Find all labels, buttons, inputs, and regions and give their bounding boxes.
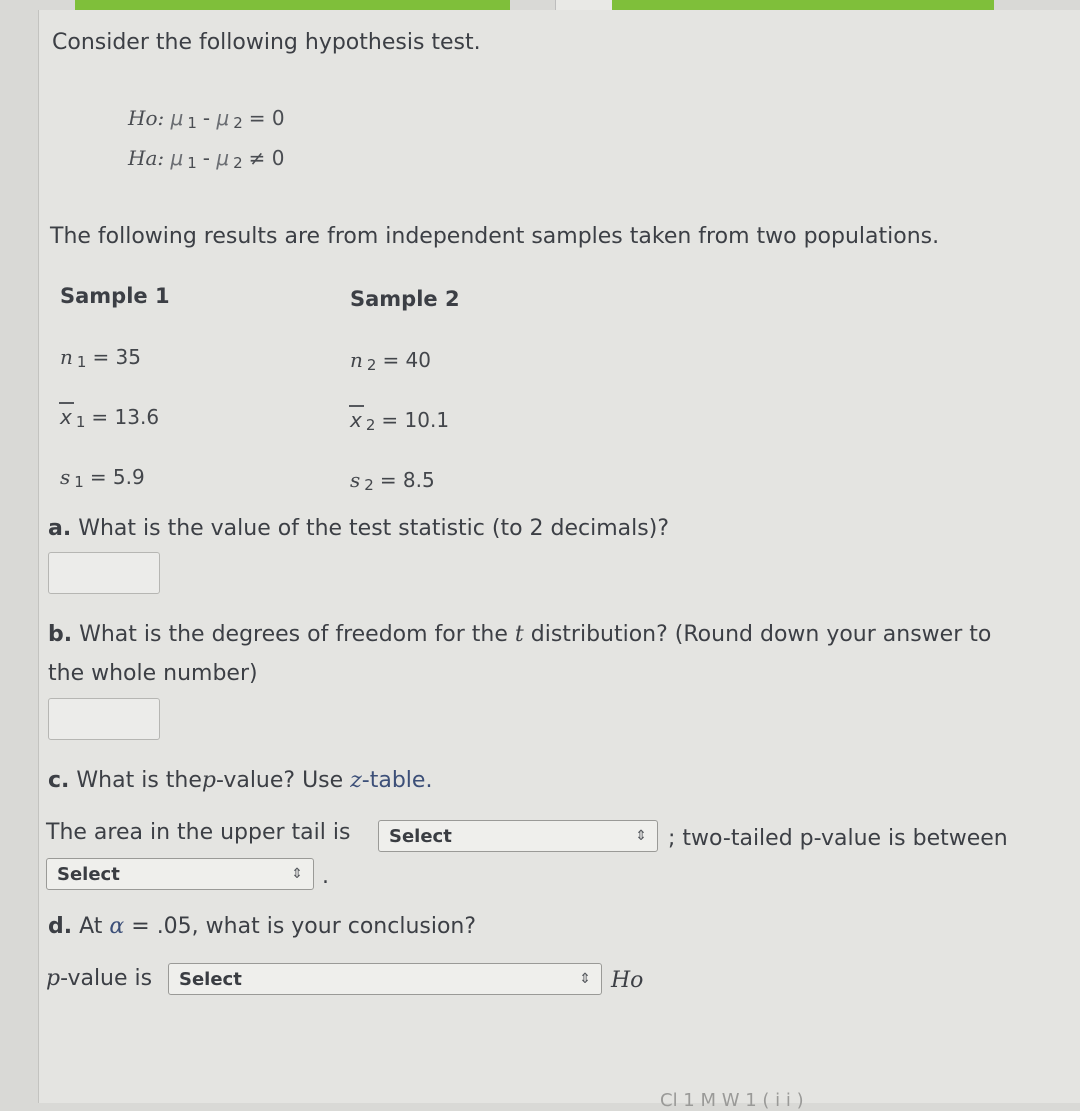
n2-value: n 2 = 40 bbox=[350, 348, 432, 374]
sample2-header: Sample 2 bbox=[350, 287, 460, 311]
s1-value: s 1 = 5.9 bbox=[60, 465, 145, 491]
pvalue-is-text: p-value is bbox=[46, 966, 153, 991]
intro-text: Consider the following hypothesis test. bbox=[52, 30, 481, 55]
question-panel bbox=[38, 10, 1080, 1103]
s2-value: s 2 = 8.5 bbox=[350, 468, 435, 494]
conclusion-select[interactable]: Select ⇕ bbox=[168, 963, 602, 995]
test-statistic-input[interactable] bbox=[48, 552, 160, 594]
chevron-updown-icon: ⇕ bbox=[291, 866, 303, 882]
upper-tail-area-select[interactable]: Select ⇕ bbox=[378, 820, 658, 852]
h0-label: Ho bbox=[611, 968, 644, 993]
x1-mean-value: x 1 = 13.6 bbox=[60, 405, 160, 431]
alternative-hypothesis: Ha: μ 1 - μ 2 ≠ 0 bbox=[128, 146, 285, 172]
degrees-of-freedom-input[interactable] bbox=[48, 698, 160, 740]
n1-value: n 1 = 35 bbox=[60, 345, 142, 371]
part-b-question-cont: the whole number) bbox=[48, 661, 258, 686]
chevron-updown-icon: ⇕ bbox=[635, 828, 647, 844]
part-c-question: c. What is thep-value? Use z-table. bbox=[48, 768, 433, 793]
part-a-question: a. What is the value of the test statistic (to 2 decimals)? bbox=[48, 516, 669, 541]
two-tailed-pvalue-select[interactable]: Select ⇕ bbox=[46, 858, 314, 890]
x2-mean-value: x 2 = 10.1 bbox=[350, 408, 450, 434]
footer-partial-text: Cl 1 M W 1 ( i i ) bbox=[660, 1090, 804, 1111]
z-table-link[interactable]: z-table. bbox=[350, 768, 433, 793]
chevron-updown-icon: ⇕ bbox=[579, 971, 591, 987]
sample1-header: Sample 1 bbox=[60, 284, 170, 308]
upper-tail-text: The area in the upper tail is bbox=[46, 820, 351, 845]
part-d-question: d. At α = .05, what is your conclusion? bbox=[48, 914, 477, 939]
part-b-question: b. What is the degrees of freedom for the t distribution? (Round down your answer to bbox=[48, 622, 992, 647]
period-text: . bbox=[322, 864, 329, 889]
two-tailed-text: ; two-tailed p-value is between bbox=[668, 826, 1008, 851]
results-text: The following results are from independent samples taken from two populations. bbox=[50, 224, 940, 249]
null-hypothesis: Ho: μ 1 - μ 2 = 0 bbox=[128, 106, 285, 132]
